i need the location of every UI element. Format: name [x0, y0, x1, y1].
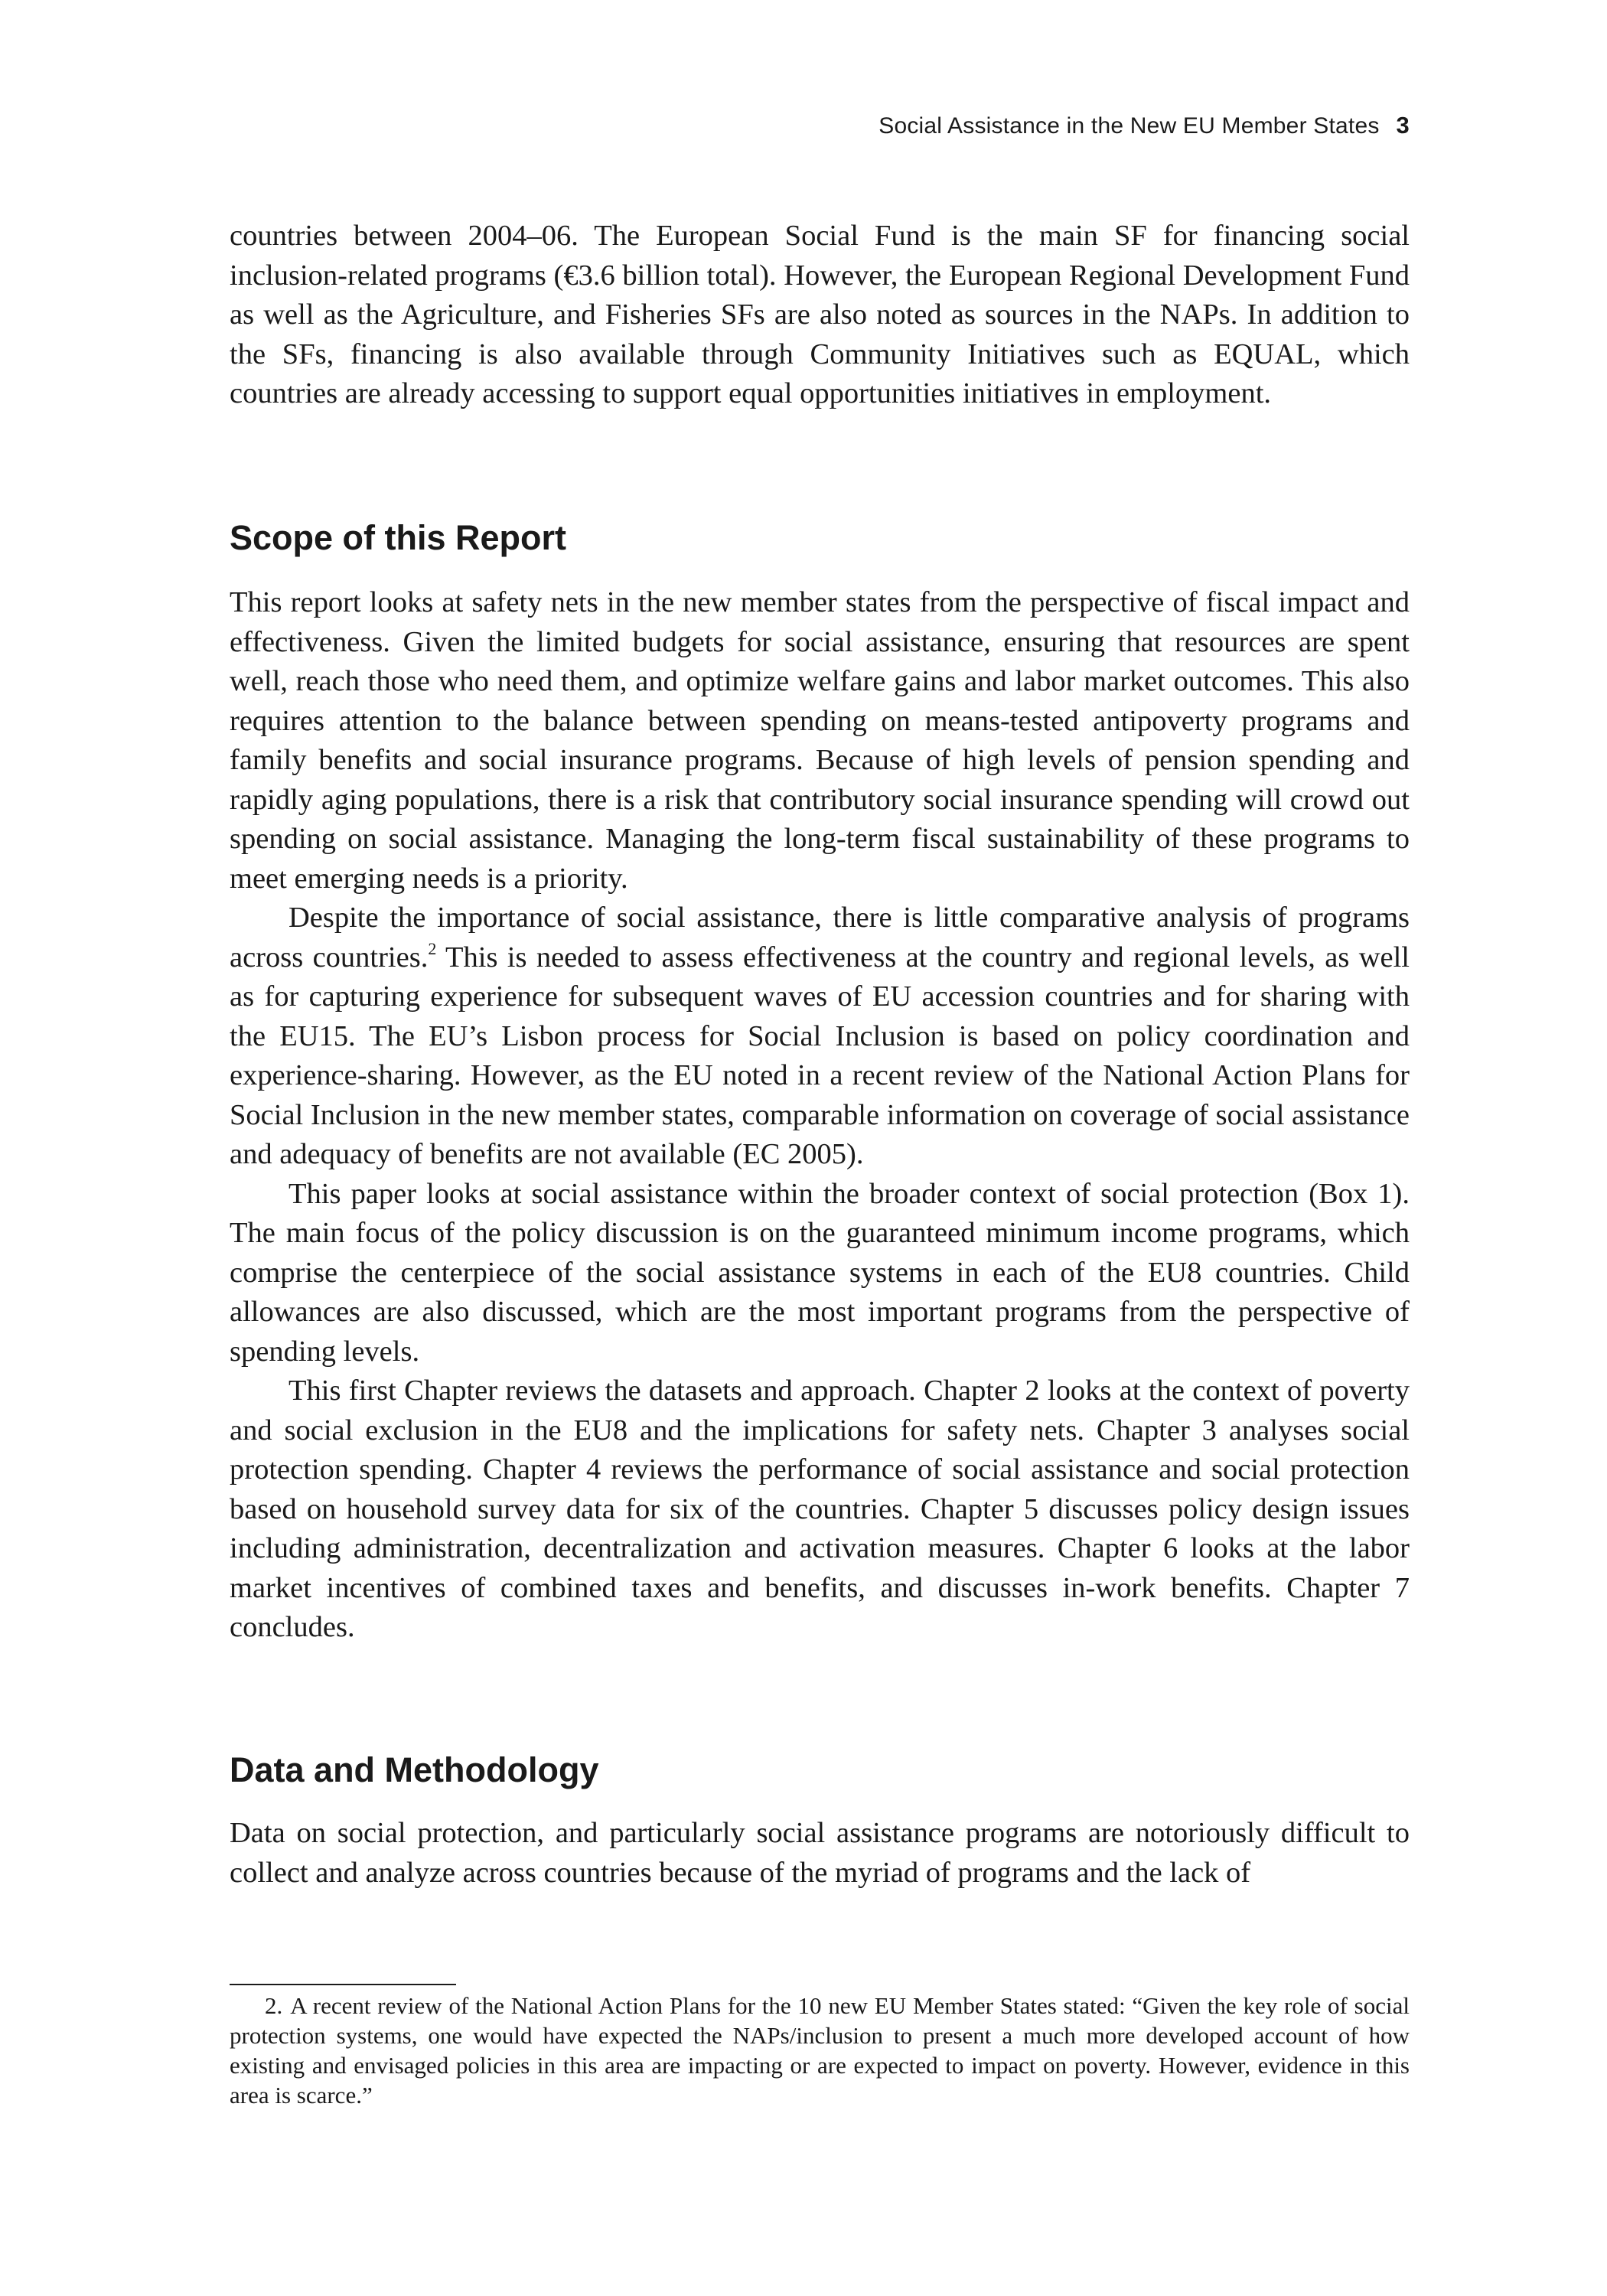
scope-paragraph-2-text-a: Despite the importance of social assistance, there is little comparative analysis of programs across countries. — [230, 902, 1410, 974]
data-methodology-paragraph-1: Data on social protection, and particularly social assistance programs are notoriously difficult to collect and analyze across countries because of the myriad of programs and the lack of — [230, 1817, 1410, 1889]
continuation-paragraph-block — [230, 217, 1410, 414]
scope-paragraph-3: This paper looks at social assistance within the broader context of social protection (Box 1). The main focus of the policy discussion is on the guaranteed minimum income programs, which comprise the centerpiece of the social assistance systems in each of the EU8 countries. Child allowances are also discussed, which are the most important programs from the perspective of spending levels. — [230, 1177, 1410, 1368]
footnote-number: 2. — [265, 1992, 283, 2019]
section-heading-data-methodology: Data and Methodology — [230, 1750, 599, 1789]
section-heading-scope: Scope of this Report — [230, 518, 567, 557]
page-number: 3 — [1396, 112, 1410, 139]
continuation-paragraph: countries between 2004–06. The European Social Fund is the main SF for financing social inclusion-related programs (€3.6 billion total). However, the European Regional Development Fund as well as the Agriculture, and Fisheries SFs are also noted as sources in the NAPs. In addition to the SFs, financing is also available through Community Initiatives such as EQUAL, which countries are already accessing to support equal opportunities initiatives in employment. — [230, 220, 1410, 409]
scope-paragraph-2 — [230, 899, 1410, 1175]
scope-paragraph-4: This first Chapter reviews the datasets and approach. Chapter 2 looks at the context of poverty and social exclusion in the EU8 and the implications for safety nets. Chapter 3 analyses social protection spending. Chapter 4 reviews the performance of social assistance and social protection based on household survey data for six of the countries. Chapter 5 discusses policy design issues including administration, decentralization and activation measures. Chapter 6 looks at the labor market incentives of combined taxes and benefits, and discusses in-work benefits. Chapter 7 concludes. — [230, 1375, 1410, 1643]
page — [230, 0, 1410, 2296]
running-head-title: Social Assistance in the New EU Member States — [878, 113, 1380, 139]
footnote-text: A recent review of the National Action Plans for the 10 new EU Member States stated: “Given the key role of social protection systems, one would have expected the NAPs/inclusion to present a much more developed account of how existing and envisaged policies in this area are impacting or are expected to impact on poverty. However, evidence in this area is scarce.” — [230, 1992, 1410, 2108]
footnote-reference[interactable]: 2 — [428, 938, 437, 958]
footnote — [230, 1991, 1410, 2110]
scope-section-body — [230, 583, 1410, 1648]
running-head — [878, 112, 1410, 139]
footnote-divider — [230, 1984, 456, 1985]
scope-paragraph-1: This report looks at safety nets in the new member states from the perspective of fiscal impact and effectiveness. Given the limited budgets for social assistance, ensuring that resources are spent well, reach those who need them, and optimize welfare gains and labor market outcomes. This also requires attention to the balance between spending on means-tested antipoverty programs and family benefits and social insurance programs. Because of high levels of pension spending and rapidly aging populations, there is a risk that contributory social insurance spending will crowd out spending on social assistance. Managing the long-term fiscal sustainability of these programs to meet emerging needs is a priority. — [230, 586, 1410, 895]
scope-paragraph-2-text-b: This is needed to assess effectiveness at the country and regional levels, as well as for capturing experience for subsequent waves of EU accession countries and for sharing with the EU15. The EU’s Lisbon process for Social Inclusion is based on policy coordination and experience-sharing. However, as the EU noted in a recent review of the National Action Plans for Social Inclusion in the new member states, comparable information on coverage of social assistance and adequacy of benefits are not available (EC 2005). — [230, 941, 1410, 1170]
data-methodology-section-body — [230, 1814, 1410, 1893]
